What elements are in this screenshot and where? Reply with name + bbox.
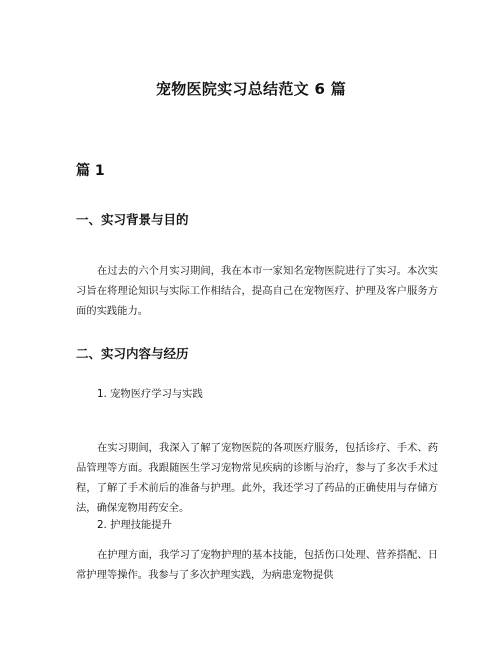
subheading-nursing-skills: 2. 护理技能提升 [97, 519, 172, 531]
part-heading: 篇 1 [76, 163, 105, 179]
paragraph-medical-practice: 在实习期间，我深入了解了宠物医院的各项医疗服务，包括诊疗、手术、药品管理等方面。我跟随医生学习宠物常见疾病的诊断与治疗，参与了多次手术过程，了解了手术前后的准备与护理。此外，我还学习了药品的正确使用与存储方法，确保宠物用药安全。 [76, 442, 438, 514]
section-heading-content: 二、实习内容与经历 [76, 346, 189, 361]
document-title: 宠物医院实习总结范文 6 篇 [155, 80, 347, 98]
subheading-medical-practice: 1. 宠物医疗学习与实践 [97, 388, 203, 400]
paragraph-background: 在过去的六个月实习期间，我在本市一家知名宠物医院进行了实习。本次实习旨在将理论知识与实际工作相结合，提高自己在宠物医疗、护理及客户服务方面的实践能力。 [76, 265, 438, 317]
section-heading-background: 一、实习背景与目的 [76, 212, 189, 227]
paragraph-nursing-skills: 在护理方面，我学习了宠物护理的基本技能，包括伤口处理、营养搭配、日常护理等操作。我参与了多次护理实践，为病患宠物提供 [76, 549, 438, 581]
